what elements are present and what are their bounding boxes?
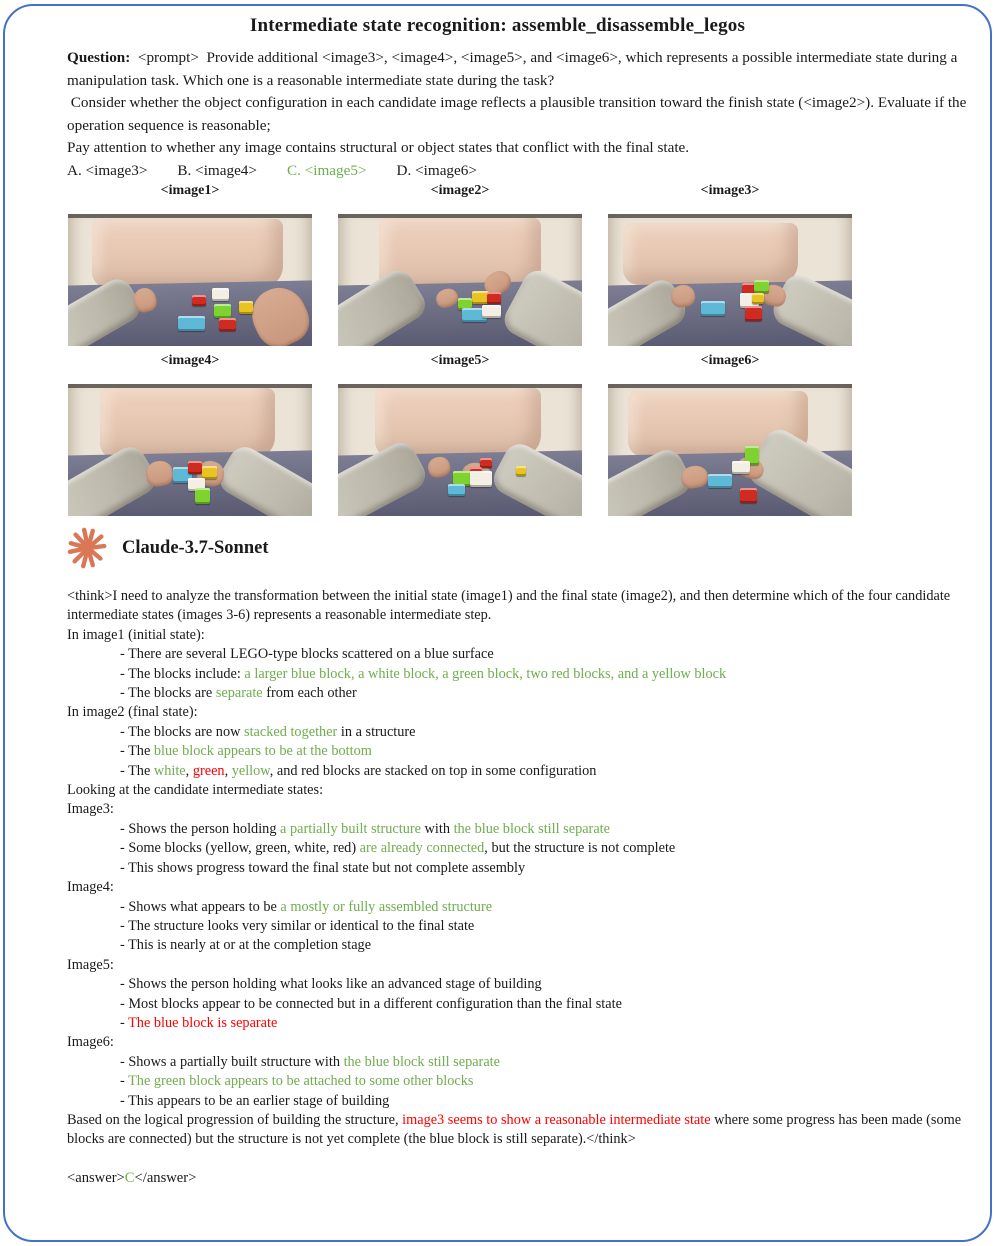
text-segment: - <box>120 1073 129 1090</box>
green-lego-block <box>195 488 210 504</box>
yellow-lego-block <box>752 293 764 304</box>
image-label: <image5> <box>430 353 490 368</box>
yellow-lego-block <box>202 466 217 479</box>
ceiling-shadow <box>608 384 852 388</box>
white-lego-block <box>470 471 492 487</box>
text-segment: - This appears to be an earlier stage of building <box>120 1092 390 1109</box>
option-a: A. <image3> <box>67 161 148 179</box>
text-segment: - The <box>120 743 154 760</box>
blue-lego-block <box>178 316 205 332</box>
text-segment: a mostly or fully assembled structure <box>280 898 493 915</box>
think-line <box>67 956 969 975</box>
question-line <box>67 137 967 160</box>
model-header <box>67 526 268 570</box>
model-name: Claude-3.7-Sonnet <box>122 537 269 558</box>
text-segment: - The blocks are now <box>120 723 245 740</box>
white-lego-block <box>732 461 749 474</box>
text-segment: - There are several LEGO-type blocks scattered on a blue surface <box>120 646 494 663</box>
think-bullet-line <box>67 1053 969 1072</box>
text-segment: - This shows progress toward the final state but not complete assembly <box>120 859 526 876</box>
think-bullet-line <box>67 762 969 781</box>
question-line <box>67 47 967 92</box>
text-segment: - Shows what appears to be <box>120 898 281 915</box>
text-segment: Image5: <box>67 956 114 973</box>
claude-starburst-icon <box>67 526 109 570</box>
think-bullet-line <box>67 742 969 761</box>
text-segment: In image2 (final state): <box>67 704 198 721</box>
candidate-image-cell <box>338 353 582 516</box>
blue-lego-block <box>708 474 732 489</box>
image-label: <image2> <box>430 183 490 198</box>
candidate-image-cell <box>338 183 582 346</box>
think-bullet-line <box>67 975 969 994</box>
text-segment: - The <box>120 762 154 779</box>
candidate-image-cell <box>608 183 852 346</box>
text-segment: Consider whether the object configuration in each candidate image reflects a plausible transition toward the finish state (<image2>). Evaluate if the operation sequence is reasonable; <box>67 94 971 134</box>
ceiling-shadow <box>608 214 852 218</box>
text-segment: - Shows the person holding what looks like an advanced stage of building <box>120 976 542 993</box>
text-segment: separate <box>215 685 263 702</box>
red-lego-block <box>192 295 205 307</box>
text-segment: Pay attention to whether any image contains structural or object states that conflict with the final state. <box>67 139 690 156</box>
answer-options-line <box>67 160 967 183</box>
text-segment: Based on the logical progression of building the structure, <box>67 1111 403 1128</box>
text-segment: - Shows the person holding <box>120 820 281 837</box>
text-segment: - The structure looks very similar or identical to the final state <box>120 917 475 934</box>
text-segment: - Shows a partially built structure with <box>120 1053 344 1070</box>
candidate-image-cell <box>68 183 312 346</box>
text-segment: , <box>224 762 232 779</box>
text-segment: , but the structure is not complete <box>484 840 676 857</box>
text-segment: Image3: <box>67 801 114 818</box>
think-line <box>67 703 969 722</box>
red-lego-block <box>745 306 762 321</box>
text-segment: image3 seems to show a reasonable intermediate state <box>402 1111 711 1128</box>
think-bullet-line <box>67 645 969 664</box>
red-lego-block <box>487 292 502 304</box>
image-row <box>68 183 968 346</box>
text-segment: - Some blocks (yellow, green, white, red) <box>120 840 360 857</box>
lego-scene-photo-2 <box>338 214 582 346</box>
text-segment: in a structure <box>337 723 416 740</box>
text-segment: the blue block still separate <box>453 820 610 837</box>
image-label: <image1> <box>160 183 220 198</box>
text-segment: Looking at the candidate intermediate states: <box>67 782 324 799</box>
text-segment: where some progress has been made (some blocks are connected) but the structure is not yet complete (the blue block is still separate).</think> <box>67 1111 965 1148</box>
think-bullet-line <box>67 684 969 703</box>
text-segment: - The blocks are <box>120 685 216 702</box>
think-bullet-line <box>67 820 969 839</box>
think-bullet-line <box>67 1072 969 1091</box>
green-lego-block <box>214 304 231 319</box>
benchmark-card-frame <box>3 4 992 1242</box>
text-segment: white <box>153 762 186 779</box>
think-bullet-line <box>67 898 969 917</box>
text-segment: - <box>120 1014 129 1031</box>
text-segment: Question: <box>67 49 131 66</box>
lego-scene-photo-1 <box>68 214 312 346</box>
question-block <box>67 47 971 182</box>
yellow-lego-block <box>239 301 254 314</box>
think-bullet-line <box>67 723 969 742</box>
candidate-image-grid <box>68 183 968 523</box>
model-think-block <box>67 587 969 1150</box>
answer-segment: C <box>124 1170 135 1186</box>
lego-scene-photo-5 <box>338 384 582 516</box>
think-bullet-line <box>67 859 969 878</box>
blue-lego-block <box>448 484 465 496</box>
red-lego-block <box>219 318 236 331</box>
lego-scene-photo-3 <box>608 214 852 346</box>
white-lego-block <box>482 305 502 318</box>
red-lego-block <box>740 488 757 503</box>
option-d: D. <image6> <box>396 161 477 179</box>
think-line <box>67 878 969 897</box>
backdrop-cloth <box>92 219 282 288</box>
text-segment: - Most blocks appear to be connected but in a different configuration than the final state <box>120 995 622 1012</box>
text-segment: stacked together <box>244 723 338 740</box>
text-segment: <prompt> Provide additional <image3>, <image4>, <image5>, and <image6>, which represents a possible intermediate state during a manipulation task. Which one is a reasonable intermediate state during the task? <box>67 49 962 89</box>
text-segment: , and red blocks are stacked on top in some configuration <box>269 762 597 779</box>
think-line <box>67 1111 969 1150</box>
image-row <box>68 353 968 516</box>
think-line <box>67 781 969 800</box>
think-line <box>67 800 969 819</box>
lego-scene-photo-6 <box>608 384 852 516</box>
yellow-lego-block <box>516 466 526 477</box>
text-segment: yellow <box>231 762 270 779</box>
backdrop-cloth <box>623 223 799 285</box>
text-segment: blue block appears to be at the bottom <box>153 743 372 760</box>
green-lego-block <box>754 280 769 293</box>
text-segment: a larger blue block, a white block, a green block, two red blocks, and a yellow block <box>244 665 727 682</box>
text-segment: <think>I need to analyze the transformation between the initial state (image1) and the final state (image2), and then determine which of the four candidate intermediate states (images 3-6) represents a reasonable intermediate step. <box>67 588 954 624</box>
page-title: Intermediate state recognition: assemble_disassemble_legos <box>249 15 746 36</box>
text-segment: In image1 (initial state): <box>67 626 205 643</box>
image-label: <image4> <box>160 353 220 368</box>
text-segment: - The blocks include: <box>120 665 245 682</box>
think-bullet-line <box>67 665 969 684</box>
think-line <box>67 1033 969 1052</box>
candidate-image-cell <box>608 353 852 516</box>
think-bullet-line <box>67 839 969 858</box>
think-bullet-line <box>67 1092 969 1111</box>
blue-lego-block <box>701 301 725 316</box>
think-bullet-line <box>67 917 969 936</box>
answer-segment: <answer> <box>67 1170 125 1186</box>
text-segment: The green block appears to be attached to some other blocks <box>128 1073 474 1090</box>
text-segment: a partially built structure <box>280 820 421 837</box>
text-segment: , <box>185 762 193 779</box>
think-bullet-line <box>67 1014 969 1033</box>
text-segment: The blue block is separate <box>128 1014 278 1031</box>
text-segment: green <box>192 762 225 779</box>
text-segment: Image6: <box>67 1034 114 1051</box>
lego-scene-photo-4 <box>68 384 312 516</box>
think-bullet-line <box>67 995 969 1014</box>
option-c: C. <image5> <box>286 161 367 179</box>
image-label: <image3> <box>700 183 760 198</box>
text-segment: with <box>420 820 454 837</box>
candidate-image-cell <box>68 353 312 516</box>
text-segment: - This is nearly at or at the completion stage <box>120 937 372 954</box>
white-lego-block <box>212 288 229 301</box>
answer-segment: </answer> <box>134 1170 197 1186</box>
question-line <box>67 92 971 137</box>
text-segment: from each other <box>262 685 357 702</box>
think-line <box>67 626 969 645</box>
red-lego-block <box>188 461 203 474</box>
text-segment: Image4: <box>67 879 114 896</box>
text-segment: are already connected <box>359 840 485 857</box>
ceiling-shadow <box>68 214 312 218</box>
image-label: <image6> <box>700 353 760 368</box>
model-answer <box>67 1170 196 1187</box>
think-line <box>67 587 969 626</box>
option-b: B. <image4> <box>177 161 257 179</box>
think-bullet-line <box>67 936 969 955</box>
text-segment: the blue block still separate <box>343 1053 500 1070</box>
